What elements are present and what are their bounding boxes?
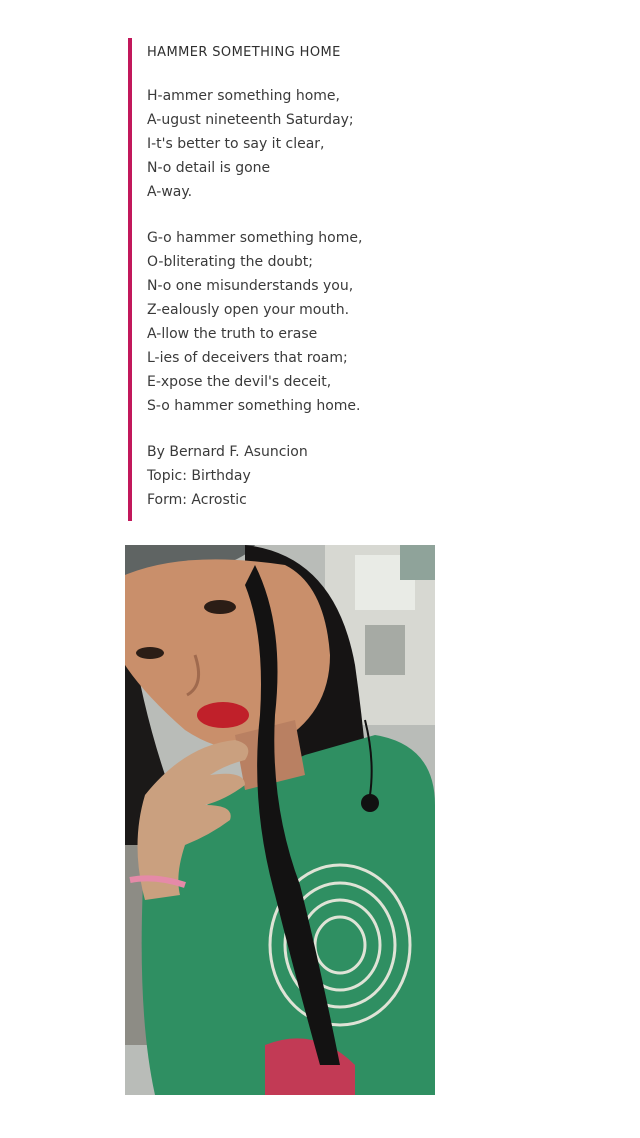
poem-line: N-o detail is gone xyxy=(147,160,271,176)
poem-topic: Topic: Birthday xyxy=(147,468,251,484)
poem-form: Form: Acrostic xyxy=(147,492,247,508)
poem-line: A-way. xyxy=(147,184,193,200)
poem-line: E-xpose the devil's deceit, xyxy=(147,374,332,390)
selfie-photo xyxy=(125,545,435,1095)
poem-line: G-o hammer something home, xyxy=(147,230,363,246)
poem-line: N-o one misunderstands you, xyxy=(147,278,354,294)
poem-author: By Bernard F. Asuncion xyxy=(147,444,308,460)
poem-title: HAMMER SOMETHING HOME xyxy=(147,45,341,60)
poem-line: A-ugust nineteenth Saturday; xyxy=(147,112,354,128)
stanza-2 xyxy=(147,226,428,418)
poem-line: Z-ealously open your mouth. xyxy=(147,302,350,318)
poem-line: S-o hammer something home. xyxy=(147,398,361,414)
poem-block xyxy=(128,38,428,521)
poem-line: L-ies of deceivers that roam; xyxy=(147,350,348,366)
poem-line: A-llow the truth to erase xyxy=(147,326,318,342)
poem-meta xyxy=(147,440,428,512)
poem-line: H-ammer something home, xyxy=(147,88,340,104)
poem-line: I-t's better to say it clear, xyxy=(147,136,325,152)
stanza-1 xyxy=(147,84,428,204)
poem-line: O-bliterating the doubt; xyxy=(147,254,313,270)
